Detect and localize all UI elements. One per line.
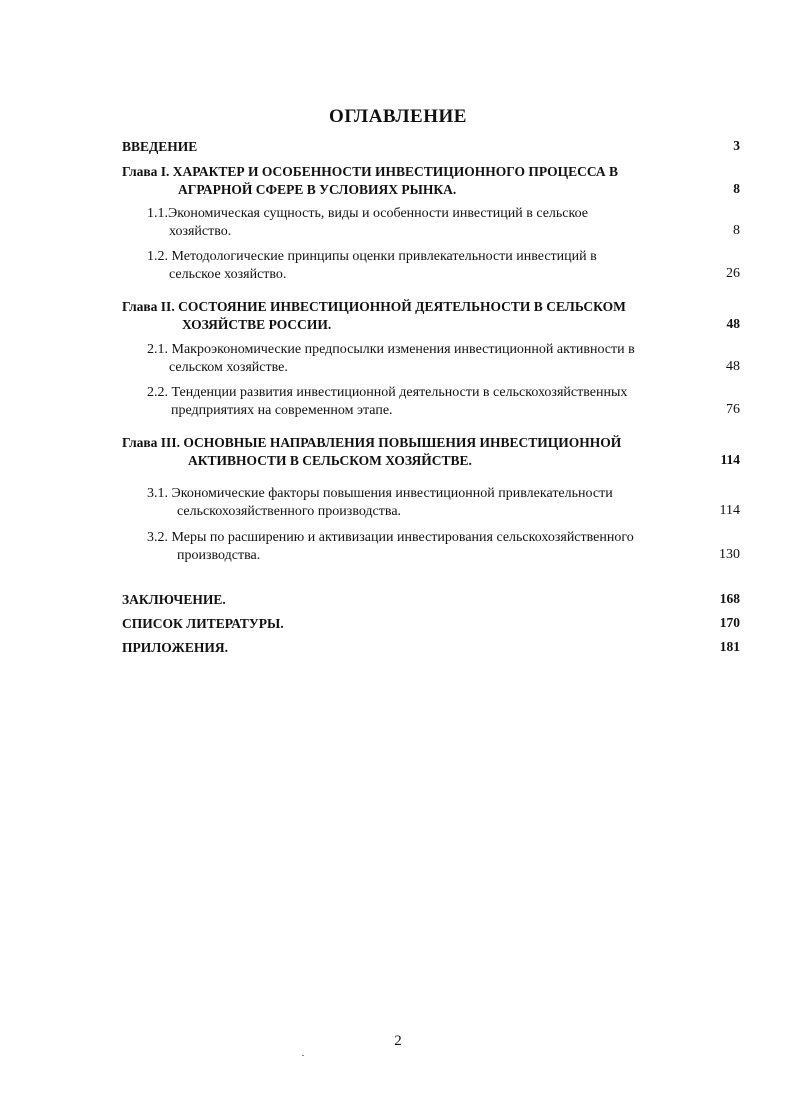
toc-entry-label: 2.2. Тенденции развития инвестиционной деятельности в сельскохозяйственных предприятиях на современном этапе.: [147, 385, 628, 418]
toc-page-number: 48: [726, 359, 740, 374]
scan-speck: [302, 1055, 304, 1056]
toc-entry-label: ЗАКЛЮЧЕНИЕ.: [122, 592, 226, 607]
toc-page-number: 170: [719, 615, 740, 630]
toc-entry-label: Глава III. ОСНОВНЫЕ НАПРАВЛЕНИЯ ПОВЫШЕНИЯ ИНВЕСТИЦИОННОЙ АКТИВНОСТИ В СЕЛЬСКОМ ХОЗЯЙСТВЕ.: [122, 435, 622, 468]
toc-page-number: 8: [733, 223, 740, 238]
toc-entry-label: Глава I. ХАРАКТЕР И ОСОБЕННОСТИ ИНВЕСТИЦИОННОГО ПРОЦЕССА В АГРАРНОЙ СФЕРЕ В УСЛОВИЯХ РЫНКА.: [122, 164, 619, 197]
toc-entry-label: 3.1. Экономические факторы повышения инвестиционной привлекательности сельскохозяйственного производства.: [147, 486, 613, 519]
toc-entry-label: 3.2. Меры по расширению и активизации инвестирования сельскохозяйственного производства.: [147, 530, 634, 563]
toc-entry-label: ПРИЛОЖЕНИЯ.: [122, 640, 228, 655]
toc-entry-label: 2.1. Макроэкономические предпосылки изменения инвестиционной активности в сельском хозяйстве.: [147, 342, 635, 375]
toc-entry-label: ВВЕДЕНИЕ: [122, 139, 198, 154]
toc-page-number: 130: [719, 547, 740, 562]
toc-page-number: 26: [726, 266, 740, 281]
toc-page-number: 3: [733, 138, 740, 153]
toc-entry-label: СПИСОК ЛИТЕРАТУРЫ.: [122, 616, 284, 631]
toc-page-number: 8: [733, 181, 740, 196]
toc-page-number: 48: [726, 316, 740, 331]
toc-entry-label: Глава II. СОСТОЯНИЕ ИНВЕСТИЦИОННОЙ ДЕЯТЕЛЬНОСТИ В СЕЛЬСКОМ ХОЗЯЙСТВЕ РОССИИ.: [122, 299, 626, 332]
toc-page-number: 114: [719, 503, 740, 518]
page-title: ОГЛАВЛЕНИЕ: [329, 106, 467, 127]
toc-entry-label: 1.1.Экономическая сущность, виды и особенности инвестиций в сельское хозяйство.: [147, 206, 588, 239]
toc-page-number: 168: [719, 591, 740, 606]
toc-entry-label: 1.2. Методологические принципы оценки привлекательности инвестиций в сельское хозяйство.: [147, 249, 597, 282]
toc-page-number: 114: [720, 452, 740, 467]
page-number: 2: [394, 1033, 402, 1049]
toc-page-number: 181: [719, 639, 740, 654]
toc-page-number: 76: [726, 402, 740, 417]
